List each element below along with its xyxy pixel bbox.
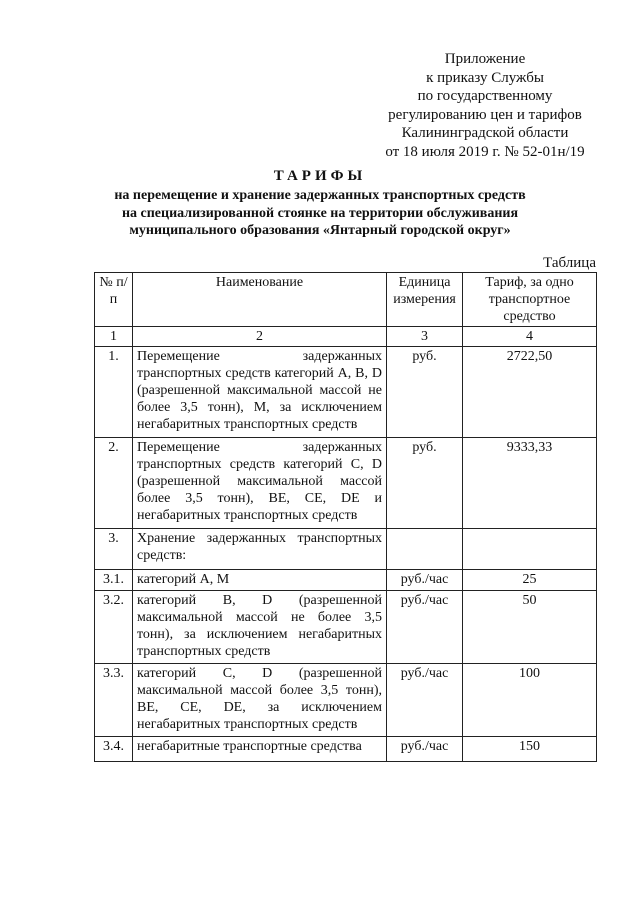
row-tariff: 150 xyxy=(463,737,597,762)
appendix-line: по государственному xyxy=(417,88,553,104)
header-name: Наименование xyxy=(133,273,387,327)
row-num: 1. xyxy=(95,347,133,438)
table-row xyxy=(95,737,597,762)
row-unit: руб. xyxy=(387,347,463,438)
row-tariff: 100 xyxy=(463,664,597,737)
table-row xyxy=(95,438,597,529)
row-unit: руб./час xyxy=(387,737,463,762)
appendix-line: к приказу Службы xyxy=(426,69,544,86)
table-row xyxy=(95,570,597,591)
row-tariff xyxy=(463,529,597,570)
row-num: 3. xyxy=(95,529,133,570)
column-number-row xyxy=(95,327,597,347)
document-subtitle xyxy=(60,187,580,240)
table-label: Таблица xyxy=(543,255,596,271)
appendix-line: Калининградской области xyxy=(401,125,569,141)
row-tariff: 50 xyxy=(463,591,597,664)
row-unit: руб./час xyxy=(387,591,463,664)
row-unit: руб./час xyxy=(387,570,463,591)
row-name: категорий B, D (разрешенной максимальной массой не более 3,5 тонн), за исключением негабаритных транспортных средств xyxy=(133,591,387,664)
column-number: 4 xyxy=(463,327,597,347)
row-num: 3.2. xyxy=(95,591,133,664)
table-row xyxy=(95,529,597,570)
header-num: № п/п xyxy=(95,273,133,327)
appendix-line: регулированию цен и тарифов xyxy=(388,106,582,123)
row-name: Перемещение задержанных транспортных средств категорий C, D (разрешенной максимальной массой более 3,5 тонн), BE, CE, DE и негабаритных транспортных средств xyxy=(133,438,387,529)
appendix-line: Приложение xyxy=(444,51,526,67)
row-name: Хранение задержанных транспортных средств: xyxy=(133,529,387,570)
column-number: 2 xyxy=(133,327,387,347)
row-name: категорий C, D (разрешенной максимальной массой более 3,5 тонн), BE, CE, DE, за исключением негабаритных транспортных средств xyxy=(133,664,387,737)
column-number: 1 xyxy=(95,327,133,347)
row-name: Перемещение задержанных транспортных средств категорий A, B, D (разрешенной максимальной массой не более 3,5 тонн), M, за исключением негабаритных транспортных средств xyxy=(133,347,387,438)
subtitle-line: на перемещение и хранение задержанных транспортных средств xyxy=(114,188,526,203)
header-unit: Единица измерения xyxy=(387,273,463,327)
header-tariff: Тариф, за одно транспортное средство xyxy=(463,273,597,327)
row-unit: руб. xyxy=(387,438,463,529)
row-name: негабаритные транспортные средства xyxy=(133,737,387,762)
table-row xyxy=(95,664,597,737)
table-row xyxy=(95,347,597,438)
row-num: 3.3. xyxy=(95,664,133,737)
table-header-row xyxy=(95,273,597,327)
subtitle-line: на специализированной стоянке на территории обслуживания xyxy=(121,205,519,221)
row-num: 3.1. xyxy=(95,570,133,591)
document-title: ТАРИФЫ xyxy=(273,168,367,184)
tariffs-table xyxy=(94,272,597,762)
row-tariff: 9333,33 xyxy=(463,438,597,529)
row-num: 2. xyxy=(95,438,133,529)
row-tariff: 25 xyxy=(463,570,597,591)
row-tariff: 2722,50 xyxy=(463,347,597,438)
row-unit xyxy=(387,529,463,570)
row-name: категорий A, M xyxy=(133,570,387,591)
table-row xyxy=(95,591,597,664)
row-unit: руб./час xyxy=(387,664,463,737)
subtitle-line: муниципального образования «Янтарный городской округ» xyxy=(129,223,511,238)
appendix-line: от 18 июля 2019 г. № 52-01н/19 xyxy=(385,143,585,160)
column-number: 3 xyxy=(387,327,463,347)
appendix-block xyxy=(360,50,610,161)
row-num: 3.4. xyxy=(95,737,133,762)
